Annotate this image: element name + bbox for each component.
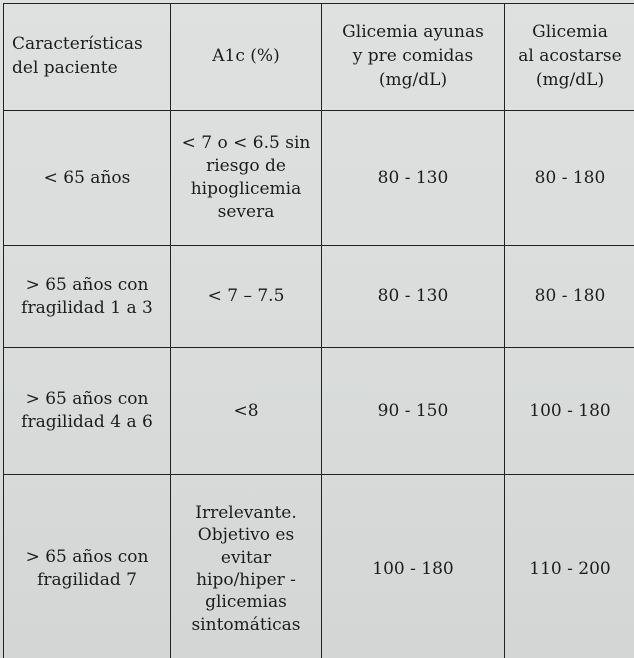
cell-value: 80 - 130: [377, 167, 449, 188]
cell-value: 100 - 180: [529, 400, 611, 421]
glycemic-targets-table: [3, 3, 634, 658]
cell-line: hipo/hiper -: [196, 570, 296, 590]
cell-value: 80 - 180: [534, 167, 606, 188]
table-row: [4, 348, 634, 475]
cell-line: fragilidad 4 a 6: [21, 412, 153, 432]
cell-line: > 65 años con: [25, 274, 149, 295]
header-line: (mg/dL): [535, 69, 605, 90]
cell-glicemia-ayunas: [322, 475, 505, 658]
cell-glicemia-acostarse: [505, 111, 634, 246]
cell-line: sintomáticas: [191, 614, 301, 635]
header-glicemia-ayunas: [322, 4, 505, 111]
cell-line: hipoglicemia: [190, 179, 302, 199]
cell-line: fragilidad 7: [37, 570, 137, 590]
cell-value: 90 - 150: [377, 400, 449, 421]
cell-line: Objetivo es: [197, 525, 295, 546]
cell-glicemia-acostarse: [505, 475, 634, 658]
header-line: Glicemia: [532, 22, 608, 43]
cell-paciente: [4, 475, 171, 658]
cell-a1c: [171, 348, 322, 475]
cell-value: 100 - 180: [372, 558, 454, 579]
cell-glicemia-ayunas: [322, 111, 505, 246]
header-glicemia-acostarse: [505, 4, 634, 111]
table-row: [4, 475, 634, 658]
cell-line: < 65 años: [43, 167, 131, 188]
header-line: (mg/dL): [378, 69, 448, 90]
cell-line: glicemias: [205, 592, 287, 613]
header-a1c: [171, 4, 322, 111]
cell-a1c: [171, 475, 322, 658]
header-line: al acostarse: [518, 46, 622, 67]
table-row: [4, 246, 634, 348]
cell-glicemia-ayunas: [322, 348, 505, 475]
header-line: Características: [12, 34, 143, 55]
cell-line: > 65 años con: [25, 389, 149, 410]
cell-line: evitar: [220, 547, 272, 568]
cell-value: 80 - 180: [534, 286, 606, 307]
header-caracteristicas: [4, 4, 171, 111]
header-line: del paciente: [12, 58, 118, 78]
cell-value: 80 - 130: [377, 286, 449, 307]
cell-a1c: [171, 111, 322, 246]
header-line: Glicemia ayunas: [342, 22, 484, 43]
cell-value: 110 - 200: [529, 558, 611, 579]
cell-glicemia-ayunas: [322, 246, 505, 348]
cell-line: severa: [217, 201, 275, 222]
cell-line: <8: [233, 400, 259, 421]
cell-glicemia-acostarse: [505, 246, 634, 348]
cell-line: fragilidad 1 a 3: [21, 297, 153, 318]
cell-paciente: [4, 348, 171, 475]
table-row: [4, 111, 634, 246]
cell-line: > 65 años con: [25, 547, 149, 568]
cell-a1c: [171, 246, 322, 348]
cell-paciente: [4, 246, 171, 348]
header-line: y pre comidas: [352, 46, 474, 67]
header-row: [4, 4, 634, 111]
cell-line: < 7 o < 6.5 sin: [181, 133, 311, 154]
cell-line: riesgo de: [206, 156, 286, 177]
header-line: A1c (%): [212, 46, 280, 67]
cell-paciente: [4, 111, 171, 246]
cell-line: < 7 – 7.5: [207, 286, 285, 307]
cell-glicemia-acostarse: [505, 348, 634, 475]
cell-line: Irrelevante.: [195, 502, 297, 523]
